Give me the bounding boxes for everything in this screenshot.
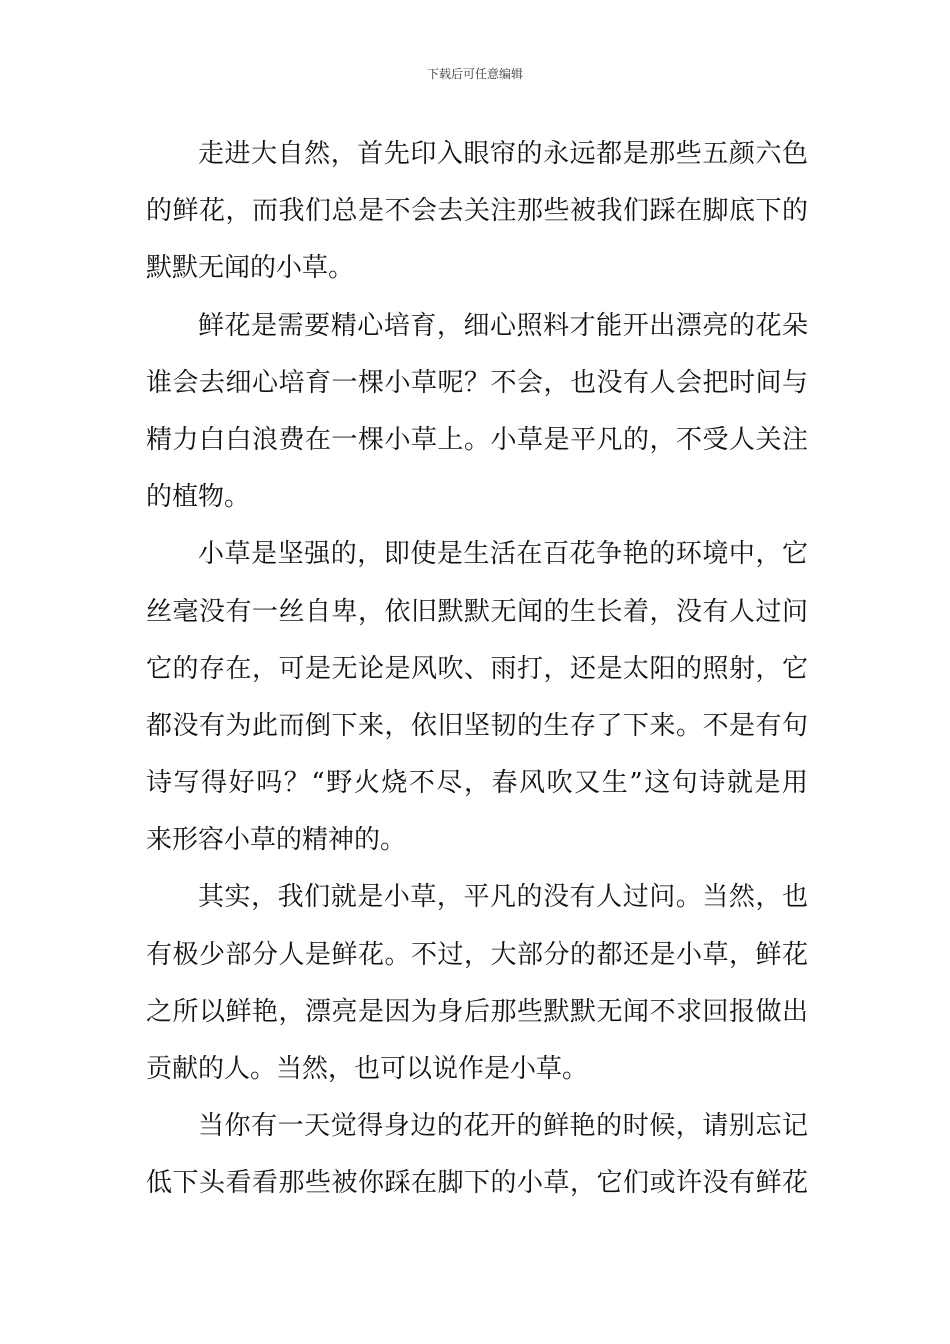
- paragraph-1: [146, 126, 808, 298]
- text-line: 当你有一天觉得身边的花开的鲜艳的时候，请别忘记: [198, 1111, 808, 1142]
- paragraph-4: [146, 869, 808, 1098]
- text-line: 走进大自然，首先印入眼帘的永远都是那些五颜六色: [198, 139, 808, 169]
- text-line: 的植物。: [146, 482, 251, 513]
- text-line: 精力白白浪费在一棵小草上。小草是平凡的，不受人关注: [146, 424, 808, 455]
- paragraph-3: [146, 526, 808, 869]
- text-line: 默默无闻的小草。: [146, 253, 355, 284]
- page-header: 下载后可任意编辑: [426, 67, 523, 81]
- text-line: 丝毫没有一丝自卑，依旧默默无闻的生长着，没有人过问: [146, 596, 808, 627]
- text-line: 谁会去细心培育一棵小草呢？不会，也没有人会把时间与: [146, 367, 808, 398]
- text-line: 诗写得好吗？“野火烧不尽，春风吹又生”这句诗就是用: [146, 768, 808, 799]
- paragraph-2: [146, 298, 808, 527]
- text-line: 鲜花是需要精心培育，细心照料才能开出漂亮的花朵: [198, 310, 808, 341]
- text-line: 贡献的人。当然，也可以说作是小草。: [146, 1054, 589, 1084]
- text-line: 它的存在，可是无论是风吹、雨打，还是太阳的照射，它: [146, 653, 808, 684]
- text-line: 低下头看看那些被你踩在脚下的小草，它们或许没有鲜花: [146, 1168, 808, 1199]
- text-line: 来形容小草的精神的。: [146, 825, 407, 856]
- text-line: 的鲜花，而我们总是不会去关注那些被我们踩在脚底下的: [146, 196, 808, 227]
- text-line: 其实，我们就是小草，平凡的没有人过问。当然，也: [198, 882, 808, 913]
- paragraph-5: [146, 1098, 808, 1212]
- text-line: 小草是坚强的，即使是生活在百花争艳的环境中，它: [198, 539, 808, 570]
- text-line: 都没有为此而倒下来，依旧坚韧的生存了下来。不是有句: [146, 710, 808, 741]
- text-line: 有极少部分人是鲜花。不过，大部分的都还是小草，鲜花: [146, 939, 808, 970]
- document-body: [146, 126, 808, 1213]
- text-line: 之所以鲜艳，漂亮是因为身后那些默默无闻不求回报做出: [146, 996, 808, 1027]
